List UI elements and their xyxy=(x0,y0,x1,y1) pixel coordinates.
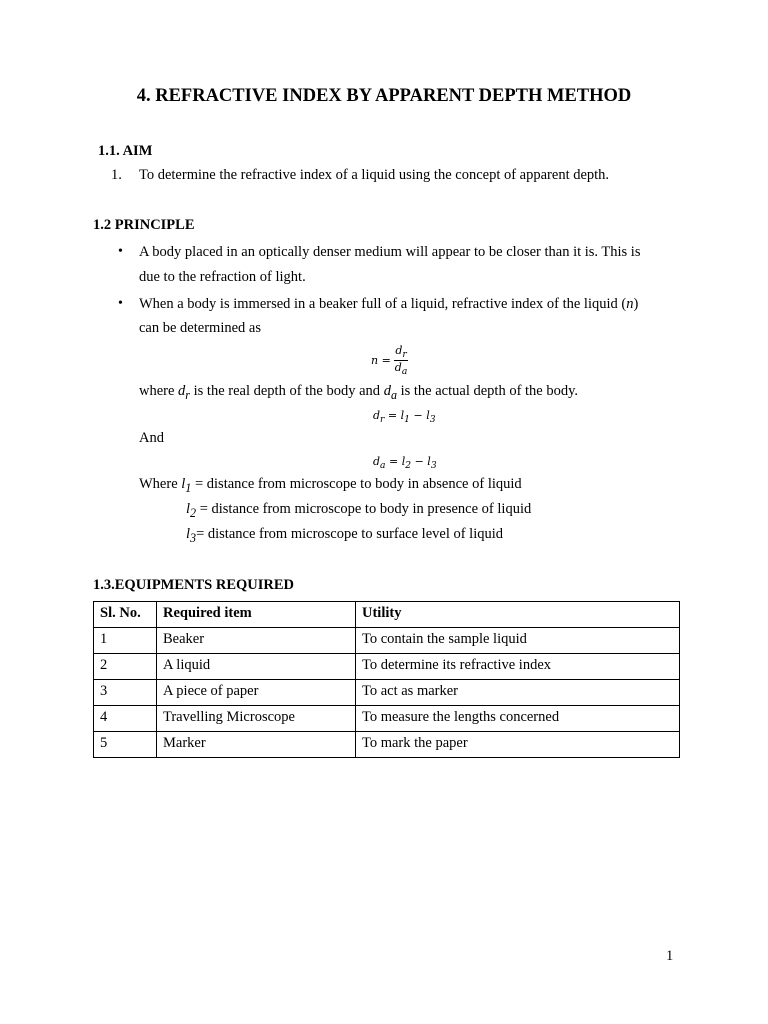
table-cell: To measure the lengths concerned xyxy=(356,706,680,732)
table-cell: A piece of paper xyxy=(157,680,356,706)
real-depth-equation: $d_r = l_1 - l_3$ xyxy=(373,409,436,426)
and-text: And xyxy=(139,430,164,446)
table-cell: 5 xyxy=(94,732,157,758)
table-row xyxy=(94,680,680,706)
column-header: Required item xyxy=(157,602,356,628)
bullet-icon: • xyxy=(118,296,123,311)
principle-bullet2-line1: When a body is immersed in a beaker full of a liquid, refractive index of the liquid (n) xyxy=(139,296,639,312)
table-cell: To mark the paper xyxy=(356,732,680,758)
table-cell: 1 xyxy=(94,628,157,654)
aim-heading: 1.1. AIM xyxy=(98,143,153,159)
depth-definition: where $d_r$ is the real depth of the body and $d_a$ is the actual depth of the body. xyxy=(139,383,579,402)
table-cell: Beaker xyxy=(157,628,356,654)
table-cell: Marker xyxy=(157,732,356,758)
column-header: Utility xyxy=(356,602,680,628)
equipments-table xyxy=(93,601,680,758)
page-title: 4. REFRACTIVE INDEX BY APPARENT DEPTH METHOD xyxy=(136,86,632,106)
refractive-index-formula: n = $\frac{d_r}{d_a}$ xyxy=(371,344,408,378)
aim-item-number: 1. xyxy=(111,167,122,183)
table-cell: To contain the sample liquid xyxy=(356,628,680,654)
table-header-row xyxy=(94,602,680,628)
column-header: Sl. No. xyxy=(94,602,157,628)
definition-l1: Where $l_1$ = distance from microscope to body in absence of liquid xyxy=(139,476,522,495)
table-cell: 2 xyxy=(94,654,157,680)
table-row xyxy=(94,706,680,732)
definition-l2: $l_2$ = distance from microscope to body in presence of liquid xyxy=(186,501,532,520)
table-cell: Travelling Microscope xyxy=(157,706,356,732)
table-cell: 4 xyxy=(94,706,157,732)
table-row xyxy=(94,732,680,758)
equipments-heading: 1.3.EQUIPMENTS REQUIRED xyxy=(93,577,295,593)
table-cell: A liquid xyxy=(157,654,356,680)
table-cell: To determine its refractive index xyxy=(356,654,680,680)
table-cell: 3 xyxy=(94,680,157,706)
table-row xyxy=(94,628,680,654)
principle-heading: 1.2 PRINCIPLE xyxy=(93,217,195,233)
page-number: 1 xyxy=(666,948,674,964)
table-cell: To act as marker xyxy=(356,680,680,706)
principle-bullet2-line2: can be determined as xyxy=(139,320,261,336)
principle-bullet1-line1: A body placed in an optically denser medium will appear to be closer than it is. This is xyxy=(139,244,641,260)
apparent-depth-equation: $d_a = l_2 - l_3$ xyxy=(373,455,437,472)
definition-l3: $l_3=$ distance from microscope to surface level of liquid xyxy=(186,526,504,545)
table-row xyxy=(94,654,680,680)
aim-item-text: To determine the refractive index of a liquid using the concept of apparent depth. xyxy=(139,167,610,183)
bullet-icon: • xyxy=(118,244,123,259)
principle-bullet1-line2: due to the refraction of light. xyxy=(139,269,306,285)
